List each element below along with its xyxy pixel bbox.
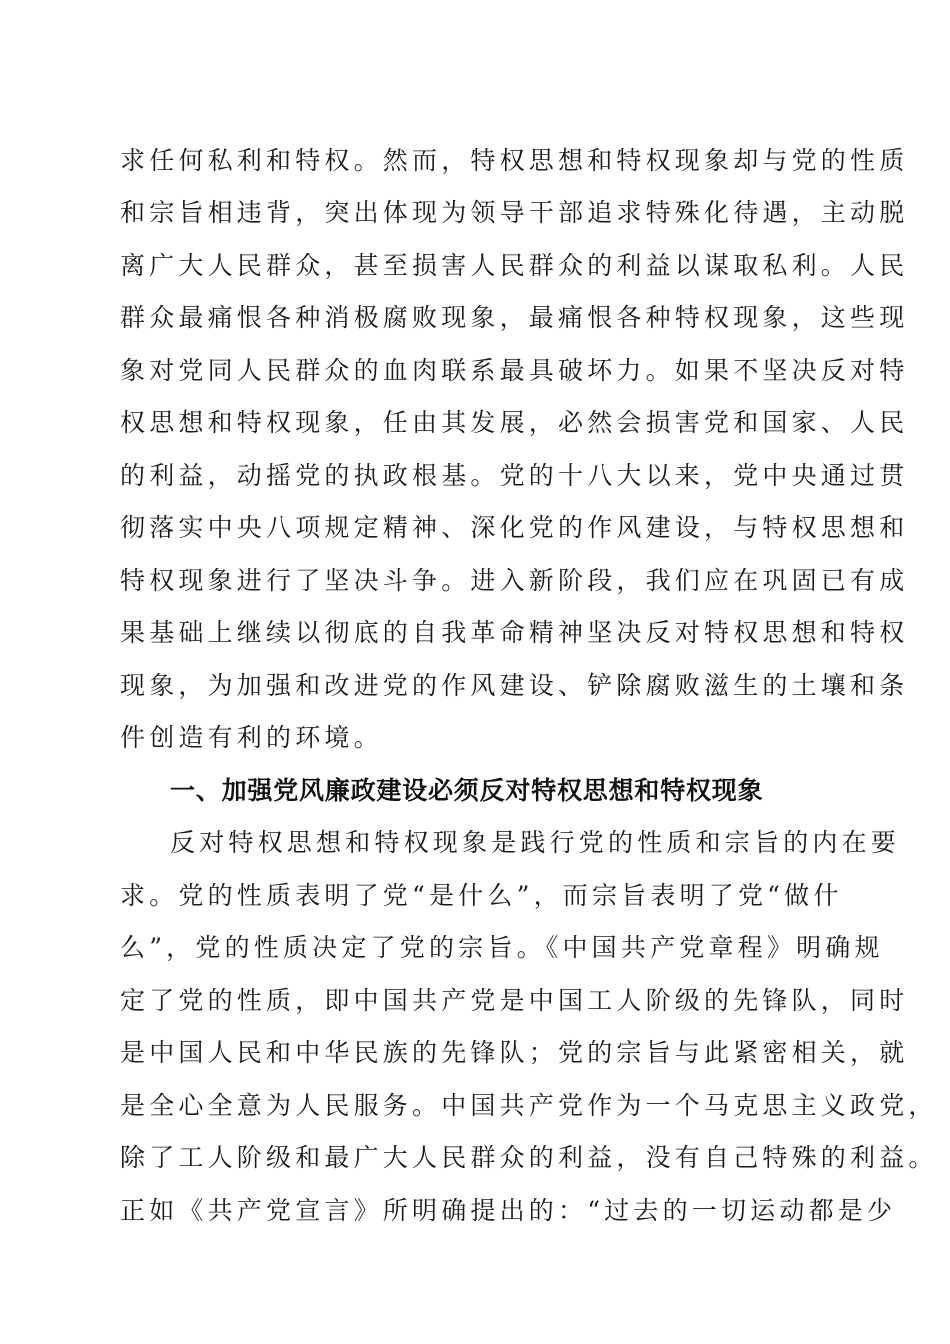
paragraph-line: 现象，为加强和改进党的作风建设、铲除腐败滋生的土壤和条 bbox=[120, 671, 909, 700]
paragraph-line: 求任何私利和特权。然而，特权思想和特权现象却与党的性质 bbox=[120, 146, 909, 175]
paragraph-line: 象对党同人民群众的血肉联系最具破坏力。如果不坚决反对特 bbox=[120, 356, 909, 385]
paragraph-line: 件创造有利的环境。 bbox=[120, 723, 383, 752]
paragraph-line: 是中国人民和中华民族的先锋队；党的宗旨与此紧密相关，就 bbox=[120, 1038, 909, 1067]
paragraph-line: 正如《共产党宣言》所明确提出的：“过去的一切运动都是少 bbox=[120, 1196, 897, 1225]
paragraph-line: 特权现象进行了坚决斗争。进入新阶段，我们应在巩固已有成 bbox=[120, 566, 909, 595]
paragraph-line: 和宗旨相违背，突出体现为领导干部追求特殊化待遇，主动脱 bbox=[120, 198, 909, 227]
paragraph-line: 离广大人民群众，甚至损害人民群众的利益以谋取私利。人民 bbox=[120, 251, 909, 280]
paragraph-line: 的利益，动摇党的执政根基。党的十八大以来，党中央通过贯 bbox=[120, 461, 909, 490]
paragraph-line: 除了工人阶级和最广大人民群众的利益，没有自己特殊的利益。 bbox=[120, 1143, 938, 1172]
paragraph-line: 定了党的性质，即中国共产党是中国工人阶级的先锋队，同时 bbox=[120, 986, 909, 1015]
paragraph-line: 群众最痛恨各种消极腐败现象，最痛恨各种特权现象，这些现 bbox=[120, 303, 909, 332]
paragraph-line: 求。党的性质表明了党“是什么”，而宗旨表明了党“做什 bbox=[120, 881, 843, 910]
paragraph-line: 么”，党的性质决定了党的宗旨。《中国共产党章程》明确规 bbox=[120, 933, 884, 962]
section-heading: 一、加强党风廉政建设必须反对特权思想和特权现象 bbox=[170, 776, 764, 805]
paragraph-line: 果基础上继续以彻底的自我革命精神坚决反对特权思想和特权 bbox=[120, 618, 909, 647]
paragraph-line: 彻落实中央八项规定精神、深化党的作风建设，与特权思想和 bbox=[120, 513, 909, 542]
paragraph-line: 反对特权思想和特权现象是践行党的性质和宗旨的内在要 bbox=[170, 828, 901, 857]
paragraph-line: 是全心全意为人民服务。中国共产党作为一个马克思主义政党， bbox=[120, 1091, 938, 1120]
paragraph-line: 权思想和特权现象，任由其发展，必然会损害党和国家、人民 bbox=[120, 408, 909, 437]
